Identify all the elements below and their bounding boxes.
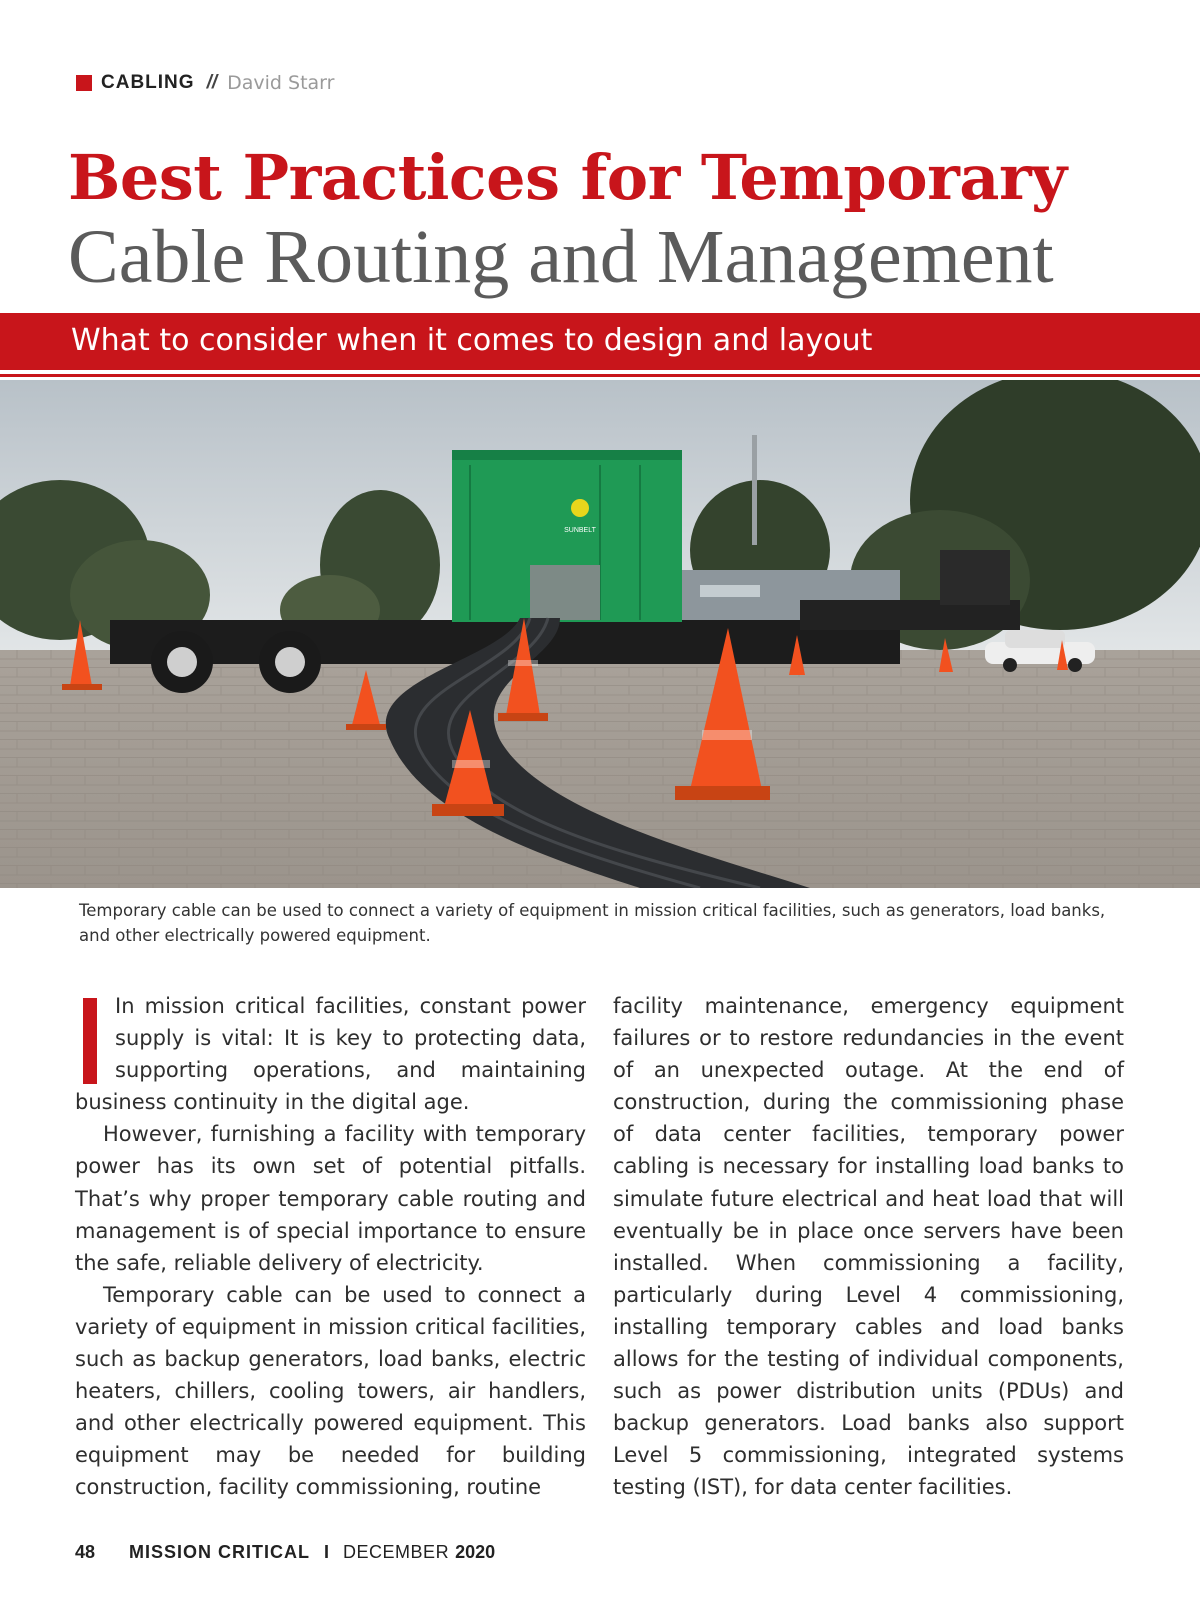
section-tag: [76, 70, 334, 96]
company-logo-icon: [571, 499, 589, 517]
antenna: [752, 435, 757, 545]
page-footer: [75, 1538, 495, 1566]
connection-panel: [530, 565, 600, 620]
body-paragraph-1-text: In mission critical facilities, constant power supply is vital: It is key to protecting data, supporting operations, and maintaining business continuity in the digital age.: [75, 994, 586, 1115]
body-paragraph-3: Temporary cable can be used to connect a variety of equipment in mission critical facilities, such as backup generators, load banks, electric heaters, chillers, cooling towers, air handlers, and other electrically powered equipment. This equipment may be needed for building construction, facility commissioning, routine: [75, 1282, 586, 1500]
body-column-left: [75, 990, 586, 1504]
generator-container: [452, 450, 682, 622]
subhead-rule: [0, 374, 1200, 377]
author-name: David Starr: [227, 72, 335, 94]
footer-separator: I: [324, 1541, 330, 1562]
body-paragraph-2: However, furnishing a facility with temporary power has its own set of potential pitfalls. That’s why proper temporary cable routing and management is of special importance to ensure the safe, reliable delivery of electricity.: [75, 1122, 586, 1275]
article-photo: [0, 380, 1200, 888]
body-paragraph-1: [75, 990, 586, 1118]
body-column-right: [613, 990, 1124, 1504]
issue-month: DECEMBER: [343, 1541, 450, 1562]
page-number: 48: [75, 1541, 96, 1562]
container-logo-text: SUNBELT: [564, 527, 596, 534]
subhead-band: [0, 313, 1200, 374]
photo-illustration: [0, 380, 1200, 888]
magazine-name: MISSION CRITICAL: [129, 1541, 311, 1562]
headline-line-2: Cable Routing and Management: [68, 215, 1054, 299]
headline-line-1: Best Practices for Temporary: [68, 141, 1067, 214]
section-name: CABLING: [101, 72, 195, 93]
drop-cap: [83, 998, 97, 1084]
section-separator: //: [206, 72, 218, 93]
issue-year: 2020: [455, 1541, 496, 1562]
section-marker-icon: [76, 75, 92, 91]
subhead-text: What to consider when it comes to design and layout: [71, 323, 873, 358]
body-paragraph-3-continued: facility maintenance, emergency equipment failures or to restore redundancies in the event of an unexpected outage. At the end of construction, during the commissioning phase of data center facilities, temporary power cabling is necessary for installing load banks to simulate future electrical and heat load that will eventually be in place once servers have been installed. When commissioning a facility, particularly during Level 4 commissioning, installing temporary cables and load banks allows for the testing of individual components, such as power distribution units (PDUs) and backup generators. Load banks also support Level 5 commissioning, integrated systems testing (IST), for data center facilities.: [613, 994, 1124, 1500]
photo-caption: Temporary cable can be used to connect a variety of equipment in mission critical facilities, such as generators, load banks, and other electrically powered equipment.: [79, 901, 1106, 945]
